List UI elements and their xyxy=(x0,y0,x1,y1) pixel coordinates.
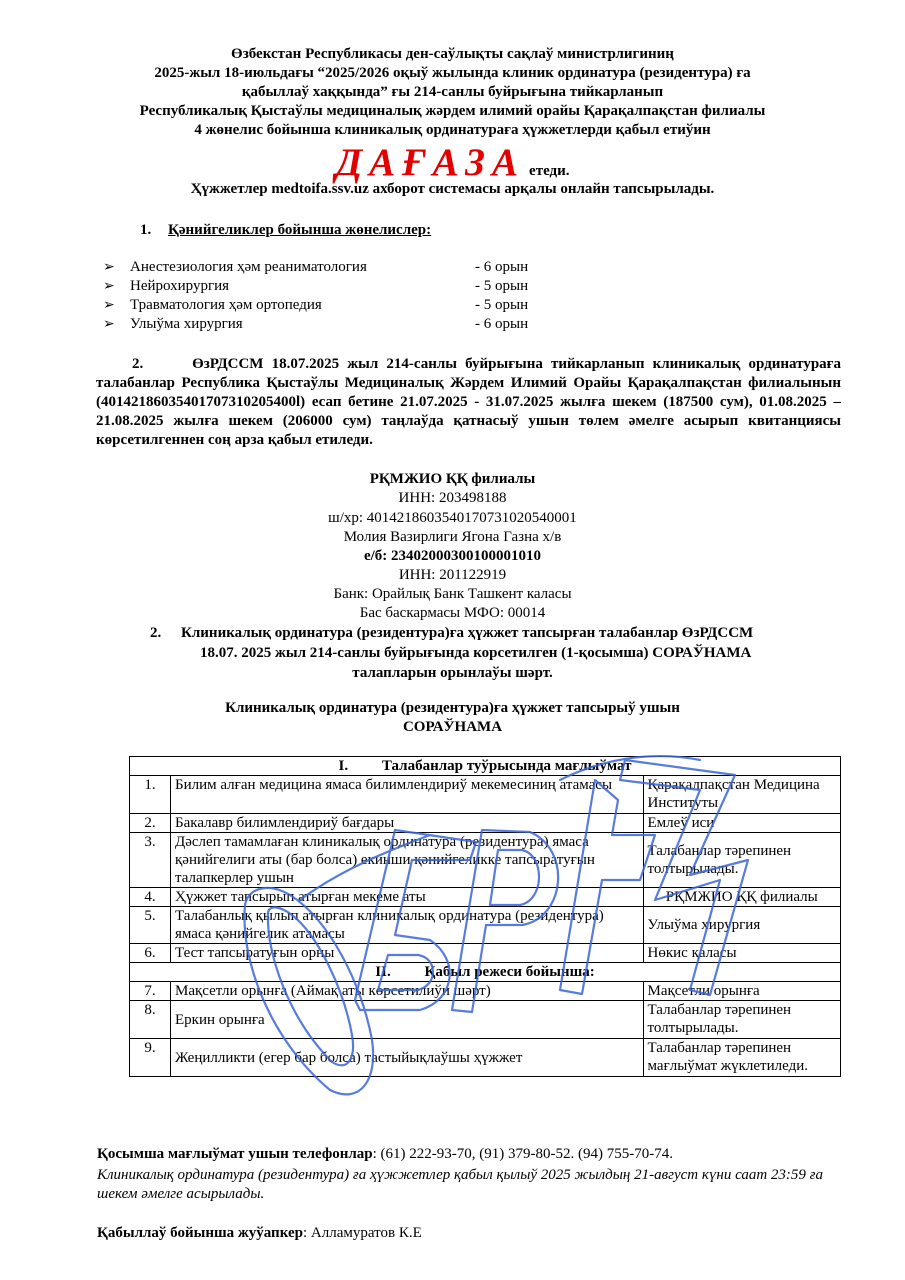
responsible-label: Қабыллаў бойынша жуўапкер xyxy=(97,1225,303,1241)
row-number: 1. xyxy=(130,776,171,814)
section3-line-1: Клиникалық ординатура (резидентура)ға ҳүжжет тапсырған талабанлар ӨзРДССМ xyxy=(181,625,754,641)
row-answer: Мақсетли орынға xyxy=(643,982,840,1001)
phones-line xyxy=(97,1146,673,1163)
section3-line-3: талапларын орынлаўы шәрт. xyxy=(352,665,553,681)
header-line-5: 4 жөнелис бойынша клиникалық ординатураға ҳүжжетлерди қабыл етиўин xyxy=(194,122,711,138)
row-number: 7. xyxy=(130,982,171,1001)
row-answer: Емлеў иси xyxy=(643,814,840,833)
row-question: Мақсетли орынға (Аймақ аты көрсетилиўи шәрт) xyxy=(171,982,644,1001)
bank-name: Банк: Орайлық Банк Ташкент каласы xyxy=(333,586,572,602)
row-question: Еркин орынға xyxy=(171,1001,644,1039)
bank-branch-name: РҚМЖИО ҚҚ филиалы xyxy=(369,471,536,487)
section1-number: 1. xyxy=(140,222,152,238)
bank-ministry: Молия Вазирлиги Ягона Газна х/в xyxy=(343,529,562,545)
row-number: 4. xyxy=(130,888,171,907)
row-answer: РҚМЖИО ҚҚ филиалы xyxy=(643,888,840,907)
phones-label: Қосымша мағлыўмат ушын телефонлар xyxy=(97,1146,373,1162)
section3-line-2: 18.07. 2025 жыл 214-санлы буйрығында корсетилген (1-қосымша) СОРАЎНАМА xyxy=(200,645,752,661)
arrow-bullet-icon: ➢ xyxy=(103,279,115,294)
form-title-line-2: СОРАЎНАМА xyxy=(402,719,503,735)
section3-number: 2. xyxy=(150,625,162,641)
title-word: ДАҒАЗА xyxy=(335,141,526,184)
section-roman: I. xyxy=(338,758,349,774)
responsible-line xyxy=(97,1225,422,1242)
row-question: Дәслеп тамамлаған клиникалық ординатура (резидентура) ямаса қәнийгелиги аты (бар болса) екинши қәнийгеликке тапсыратуғын талапкерлер ушын xyxy=(171,833,644,888)
section2-number: 2. xyxy=(132,356,144,372)
form-title-line-1: Клиникалық ординатура (резидентура)ға ҳүжжет тапсырыў ушын xyxy=(225,700,680,716)
row-number: 5. xyxy=(130,907,171,944)
specialty-count: - 6 орын xyxy=(475,259,529,275)
arrow-bullet-icon: ➢ xyxy=(103,298,115,313)
bank-mfo: Бас баскармасы МФО: 00014 xyxy=(359,605,546,621)
row-answer: Нөкис қаласы xyxy=(643,944,840,963)
specialty-name: Травматология ҳәм ортопедия xyxy=(130,297,322,313)
deadline-note: Клиникалық ординатура (резидентура) ға ҳүжжетлер қабыл қылыў 2025 жылдың 21-август күни саат 23:59 ға шекем әмелге асырылады. xyxy=(97,1167,824,1202)
bank-eb: е/б: 23402000300100001010 xyxy=(363,548,542,564)
row-question: Билим алған медицина ямаса билимлендириў мекемесиниң атамасы xyxy=(171,776,644,814)
header-line-2: 2025-жыл 18-июльдағы “2025/2026 оқыў жылында клиник ординатура (резидентура) ға xyxy=(154,65,751,81)
online-note: Ҳүжжетлер medtoifa.ssv.uz ахборот системасы арқалы онлайн тапсырылады. xyxy=(190,181,715,197)
section-roman: II. xyxy=(375,964,391,980)
arrow-bullet-icon: ➢ xyxy=(103,260,115,275)
row-number: 3. xyxy=(130,833,171,888)
row-answer: Улыўма хирургия xyxy=(643,907,840,944)
row-number: 9. xyxy=(130,1039,171,1077)
bank-inn-1: ИНН: 203498188 xyxy=(398,490,507,506)
row-question: Талабанлық қылып атырған клиникалық ординатура (резидентура) ямаса қәнийгелик атамасы xyxy=(171,907,644,944)
section2-text: ӨзРДССМ 18.07.2025 жыл 214-санлы буйрығына тийкарланып клиникалық ординатураға талабанлар Республика Қыстаўлы Медициналық Жәрдем Илимий Орайы Қарақалпақстан филиалынын (40142186035401707310205400l) есап бетине 21.07.2025 - 31.07.2025 жылға шекем (187500 сум), 01.08.2025 – 21.08.2025 жылға шекем (206000 сум) таңлаўда қатнасыў ушын төлем әмелге асырып квитанциясы көрсетилгеннен соң арза қабыл етиледи. xyxy=(96,356,841,448)
specialty-count: - 5 орын xyxy=(475,297,529,313)
specialty-name: Нейрохирургия xyxy=(130,278,230,294)
header-line-1: Өзбекстан Республикасы ден-саўлықты сақлаў министрлигиниң xyxy=(231,46,674,62)
row-answer: Талабанлар тәрепинен толтырылады. xyxy=(643,833,840,888)
bank-inn-2: ИНН: 201122919 xyxy=(398,567,507,583)
phones-value: : (61) 222-93-70, (91) 379-80-52. (94) 755-70-74. xyxy=(372,1146,673,1162)
specialty-count: - 5 орын xyxy=(475,278,529,294)
section-title: Қабыл режеси бойынша: xyxy=(424,964,595,980)
responsible-value: : Алламуратов К.Е xyxy=(302,1225,422,1241)
row-answer: Талабанлар тәрепинен толтырылады. xyxy=(643,1001,840,1039)
row-question: Бакалавр билимлендириў бағдары xyxy=(171,814,644,833)
row-question: Ҳүжжет тапсырып атырған мекеме аты xyxy=(171,888,644,907)
section-title: Талабанлар туўрысында мағлыўмат xyxy=(381,758,632,774)
specialty-name: Улыўма хирургия xyxy=(130,316,243,332)
section1-heading: Қәнийгеликлер бойынша жөнелислер: xyxy=(168,222,432,238)
header-line-3: қабыллаў хаққында” ғы 214-санлы буйрығына тийкарланып xyxy=(241,84,664,100)
row-answer: Қарақалпақстан Медицина Институты xyxy=(643,776,840,814)
row-number: 8. xyxy=(130,1001,171,1039)
row-number: 6. xyxy=(130,944,171,963)
row-answer: Талабанлар тәрепинен мағлыўмат жүклетиледи. xyxy=(643,1039,840,1077)
title-suffix: етеди. xyxy=(529,163,570,179)
specialty-count: - 6 орын xyxy=(475,316,529,332)
row-question: Жеңилликти (егер бар болса) тастыйықлаўшы ҳүжжет xyxy=(171,1039,644,1077)
bank-account: ш/хр: 4014218603540170731020540001 xyxy=(328,510,577,526)
row-question: Тест тапсыратуғын орны xyxy=(171,944,644,963)
specialty-name: Анестезиология ҳәм реаниматология xyxy=(130,259,367,275)
row-number: 2. xyxy=(130,814,171,833)
header-line-4: Республикалық Қыстаўлы медициналық жәрдем илимий орайы Қарақалпақстан филиалы xyxy=(139,103,766,119)
arrow-bullet-icon: ➢ xyxy=(103,317,115,332)
